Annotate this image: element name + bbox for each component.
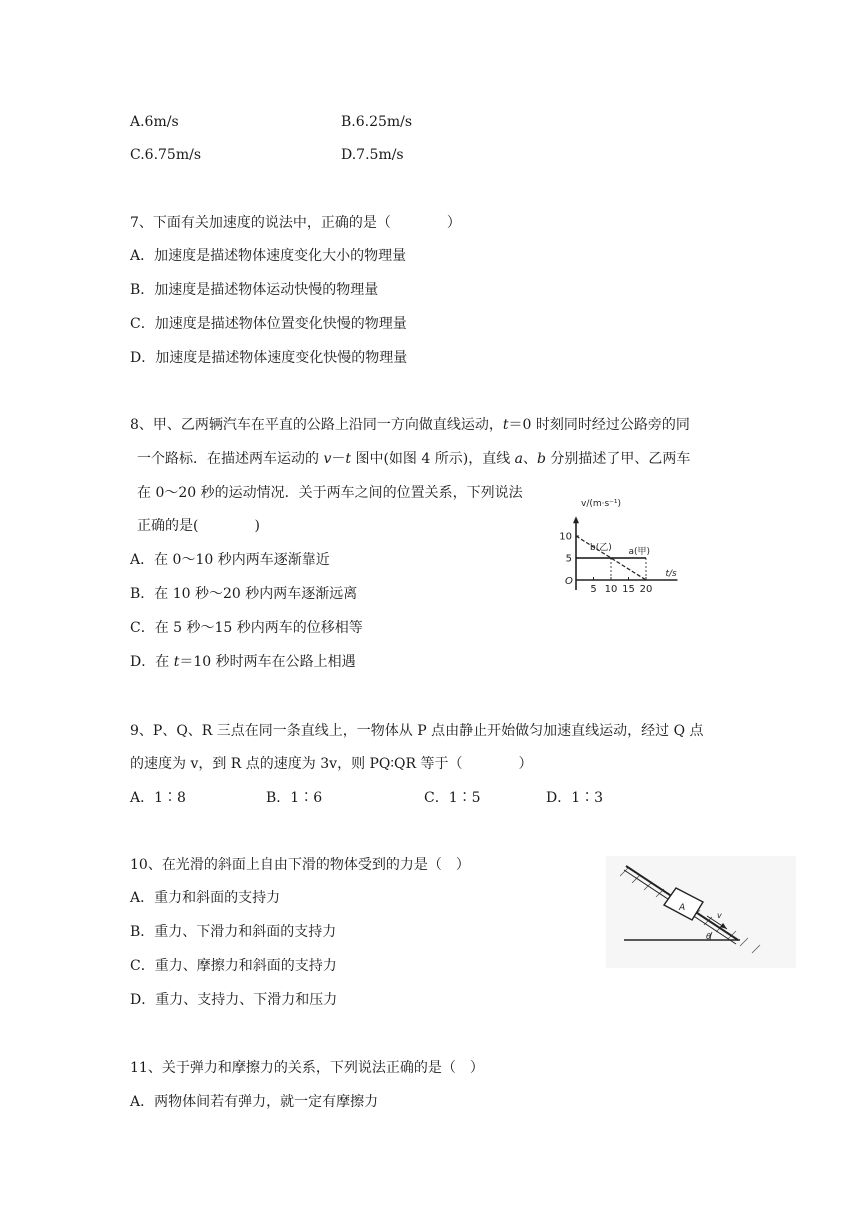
chart-axes <box>573 516 678 590</box>
q8-option-b: B．在 10 秒～20 秒内两车逐渐远离 <box>130 586 358 602</box>
y-axis-arrow <box>573 516 579 523</box>
q8-stem-line4: 正确的是( ) <box>137 518 260 534</box>
q8-option-d: D．在 t＝10 秒时两车在公路上相遇 <box>130 654 356 670</box>
q6-option-a: A.6m/s <box>130 114 179 130</box>
q8-stem-line3: 在 0～20 秒的运动情况．关于两车之间的位置关系，下列说法 <box>137 485 523 501</box>
q6-option-c: C.6.75m/s <box>130 147 202 163</box>
q9-option-b: B．1∶6 <box>266 790 323 806</box>
q8-option-a: A．在 0～10 秒内两车逐渐靠近 <box>130 552 330 568</box>
y-tick-label-10: 10 <box>559 531 572 543</box>
q7-option-b: B．加速度是描述物体运动快慢的物理量 <box>130 282 379 298</box>
q9-stem-line2: 的速度为 v，到 R 点的速度为 3v，则 PQ∶QR 等于（ ） <box>130 756 533 772</box>
q8-stem-line2: 一个路标．在描述两车运动的 v－t 图中(如图 4 所示)，直线 a、b 分别描述了甲、乙两车 <box>137 451 691 467</box>
q8-option-c: C．在 5 秒～15 秒内两车的位移相等 <box>130 620 363 636</box>
series-label-b: b(乙) <box>590 543 612 554</box>
x-tick-label-15: 15 <box>622 584 635 595</box>
q7-option-a: A．加速度是描述物体速度变化大小的物理量 <box>130 248 407 264</box>
q8-stem-line1: 8、甲、乙两辆汽车在平直的公路上沿同一方向做直线运动，t＝0 时刻同时经过公路旁的同 <box>130 417 690 433</box>
block-label: A <box>679 903 686 913</box>
angle-label: θ <box>706 932 711 941</box>
q7-option-c: C．加速度是描述物体位置变化快慢的物理量 <box>130 316 407 332</box>
q9-option-a: A．1∶8 <box>130 790 186 806</box>
vt-chart <box>556 494 716 606</box>
velocity-label: v <box>717 911 722 920</box>
incline-figure <box>606 856 796 968</box>
q10-stem: 10、在光滑的斜面上自由下滑的物体受到的力是（ ） <box>130 857 470 873</box>
y-axis-label: v/(m·s⁻¹) <box>581 499 622 509</box>
q7-option-d: D．加速度是描述物体速度变化快慢的物理量 <box>130 350 408 366</box>
q6-option-b: B.6.25m/s <box>341 114 413 130</box>
x-tick-label-20: 20 <box>639 584 653 595</box>
q10-option-a: A．重力和斜面的支持力 <box>130 890 281 906</box>
q9-option-d: D．1∶3 <box>546 790 604 806</box>
q10-option-c: C．重力、摩擦力和斜面的支持力 <box>130 958 337 974</box>
q9-option-c: C．1∶5 <box>424 790 481 806</box>
x-tick-label-5: 5 <box>590 584 597 595</box>
q11-option-a: A．两物体间若有弹力，就一定有摩擦力 <box>130 1094 379 1110</box>
y-tick-label-5: 5 <box>565 553 572 565</box>
q9-stem-line1: 9、P、Q、R 三点在同一条直线上，一物体从 P 点由静止开始做匀加速直线运动，经过 Q 点 <box>130 723 704 739</box>
series-label-a: a(甲) <box>628 547 651 557</box>
q6-option-d: D.7.5m/s <box>341 147 404 163</box>
x-tick-label-10: 10 <box>604 584 618 595</box>
q10-option-d: D．重力、支持力、下滑力和压力 <box>130 992 338 1008</box>
origin-label: O <box>565 576 573 587</box>
q10-option-b: B．重力、下滑力和斜面的支持力 <box>130 924 337 940</box>
q11-stem: 11、关于弹力和摩擦力的关系，下列说法正确的是（ ） <box>130 1060 484 1076</box>
x-axis-label: t/s <box>665 569 677 579</box>
q7-stem: 7、下面有关加速度的说法中，正确的是（ ） <box>130 215 461 231</box>
